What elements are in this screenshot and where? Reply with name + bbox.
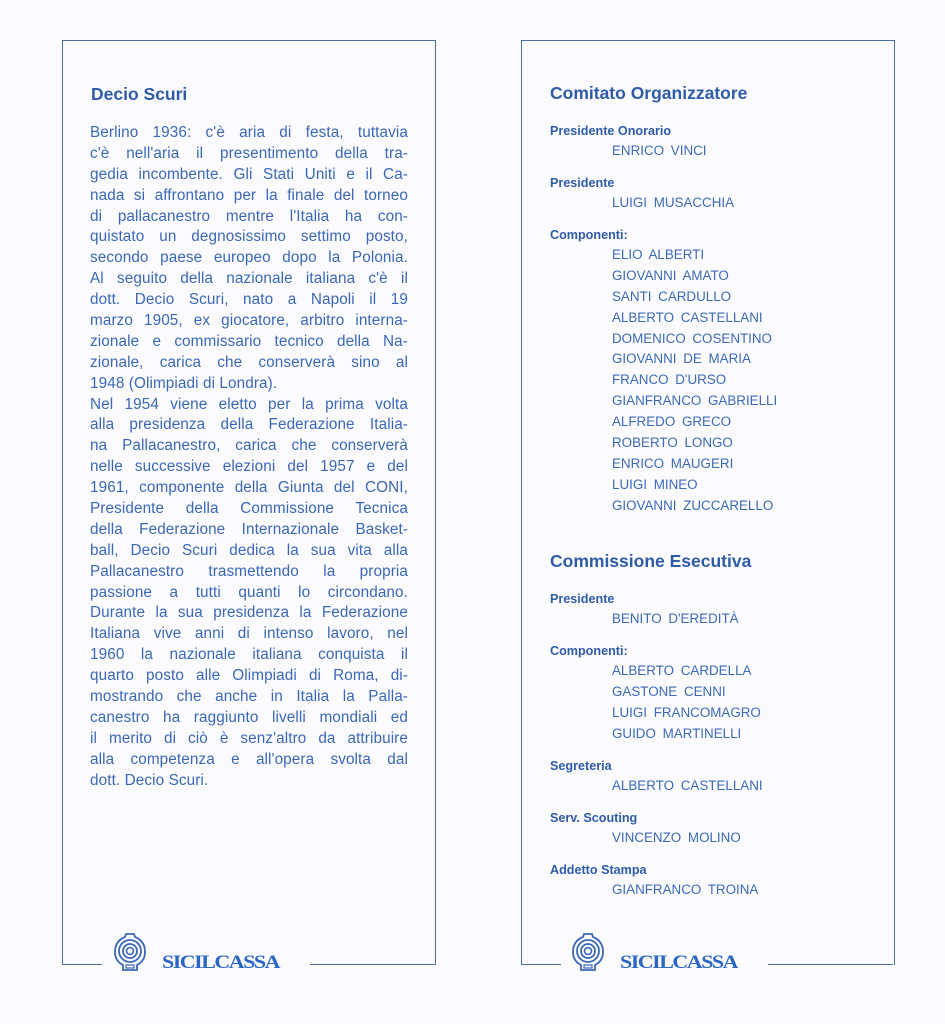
role-label-presidente: Presidente (550, 176, 615, 190)
biography-line: della Federazione Internazionale Basket- (90, 520, 408, 538)
biography-line: zionale, carica che conserverà sino al (90, 353, 408, 371)
footer-rule-right-a (521, 964, 561, 965)
member-name: ELIO ALBERTI (612, 247, 705, 262)
biography-line: Durante la sua presidenza la Federazione (90, 604, 408, 622)
member-name: FRANCO D'URSO (612, 372, 727, 388)
biography-line: alla competenza e all'opera svolta dal (90, 750, 408, 768)
member-name: ENRICO VINCI (612, 143, 707, 158)
names-presidente (612, 193, 734, 214)
member-name: ROBERTO LONGO (612, 435, 733, 451)
biography-title: Decio Scuri (91, 84, 188, 104)
biography-line: dott. Decio Scuri. (90, 771, 209, 789)
biography-line: mostrando che anche in Italia la Palla- (90, 688, 408, 706)
biography-line: marzo 1905, ex giocatore, arbitro interna- (90, 312, 408, 330)
member-name: ENRICO MAUGERI (612, 455, 734, 471)
biography-line: quistato un degnosissimo settimo posto, (90, 228, 408, 246)
role-label-componenti: Componenti: (550, 228, 628, 242)
biography-line: di pallacanestro mentre l'Italia ha con- (90, 207, 408, 225)
member-name: ALBERTO CASTELLANI (612, 309, 763, 325)
member-name: GIOVANNI DE MARIA (612, 351, 751, 367)
names-stampa (612, 880, 758, 901)
member-name: ALBERTO CARDELLA (612, 663, 752, 678)
biography-line: quarto posto alle Olimpiadi di Roma, di- (90, 667, 408, 685)
biography-line: il merito di ciò è senz'altro da attribuire (90, 729, 408, 747)
footer-rule-right-b (768, 964, 893, 965)
footer-rule-left-a (62, 964, 102, 965)
biography-line: 1948 (Olimpiadi di Londra). (90, 374, 278, 392)
biography-line: gedia incombente. Gli Stati Uniti e il Ca- (90, 165, 408, 183)
comitato-title: Comitato Organizzatore (550, 83, 748, 103)
footer-rule-left-b (310, 964, 435, 965)
biography-line: 1960 la nazionale italiana conquista il (90, 646, 408, 664)
role-label-presidente-onorario: Presidente Onorario (550, 124, 672, 138)
biography-line: alla presidenza della Federazione Italia- (90, 416, 408, 434)
biography-line: dott. Decio Scuri, nato a Napoli il 19 (90, 291, 408, 309)
member-name: ALFREDO GRECO (612, 414, 732, 430)
biography-text (90, 123, 408, 792)
role-label-commissione-presidente: Presidente (550, 592, 615, 606)
sicilcassa-wordmark: SICILCASSA (162, 950, 280, 973)
names-presidente-onorario (612, 141, 707, 162)
biography-line: c'è nell'aria il presentimento della tra- (90, 144, 408, 162)
biography-line: ball, Decio Scuri dedica la sua vita alla (90, 541, 408, 559)
sicilcassa-logo-left (112, 930, 279, 974)
names-scouting (612, 828, 741, 849)
commissione-title: Commissione Esecutiva (550, 551, 752, 571)
member-name: GIOVANNI ZUCCARELLO (612, 497, 774, 513)
names-commissione-presidente (612, 609, 739, 630)
member-name: BENITO D'EREDITÀ (612, 611, 739, 626)
biography-line: secondo paese europeo dopo la Polonia. (90, 249, 408, 267)
member-name: GIOVANNI AMATO (612, 267, 729, 283)
member-name: DOMENICO COSENTINO (612, 330, 772, 346)
member-name: GIANFRANCO TROINA (612, 882, 759, 897)
member-name: SANTI CARDULLO (612, 288, 732, 304)
sicilcassa-wordmark: SICILCASSA (620, 950, 738, 973)
sicilcassa-logo-right (570, 930, 737, 974)
role-label-segreteria: Segreteria (550, 759, 612, 773)
biography-line: nada si affrontano per la finale del torneo (90, 186, 408, 204)
member-name: GIANFRANCO GABRIELLI (612, 393, 778, 409)
member-name: ALBERTO CASTELLANI (612, 778, 763, 793)
member-name: GASTONE CENNI (612, 683, 726, 699)
member-name: LUIGI MINEO (612, 476, 698, 492)
biography-line: na Pallacanestro, carica che conserverà (90, 437, 408, 455)
sicilcassa-emblem-icon (570, 930, 606, 974)
member-name: LUIGI MUSACCHIA (612, 195, 735, 210)
member-name: VINCENZO MOLINO (612, 830, 741, 845)
biography-line: Presidente della Commissione Tecnica (90, 500, 408, 518)
names-componenti (612, 245, 777, 517)
biography-line: zionale e commissario tecnico della Na- (90, 332, 408, 350)
names-commissione-componenti (612, 661, 761, 745)
biography-line: Pallacanestro trasmettendo la propria (90, 562, 408, 580)
role-label-commissione-componenti: Componenti: (550, 644, 628, 658)
biography-line: Nel 1954 viene eletto per la prima volta (90, 395, 408, 413)
names-segreteria (612, 776, 763, 797)
member-name: LUIGI FRANCOMAGRO (612, 704, 761, 720)
biography-line: Berlino 1936: c'è aria di festa, tuttavia (90, 124, 408, 141)
role-label-stampa: Addetto Stampa (550, 863, 647, 877)
biography-line: 1961, componente della Giunta del CONI, (90, 479, 408, 497)
member-name: GUIDO MARTINELLI (612, 725, 742, 741)
biography-line: Italiana vive anni di intenso lavoro, nel (90, 625, 408, 643)
sicilcassa-emblem-icon (112, 930, 148, 974)
biography-line: Al seguito della nazionale italiana c'è il (90, 270, 408, 288)
biography-line: nelle successive elezioni del 1957 e del (90, 458, 408, 476)
biography-line: passione a tutti quanti lo circondano. (90, 583, 408, 601)
role-label-scouting: Serv. Scouting (550, 811, 638, 825)
biography-line: canestro ha raggiunto livelli mondiali ed (90, 708, 408, 726)
